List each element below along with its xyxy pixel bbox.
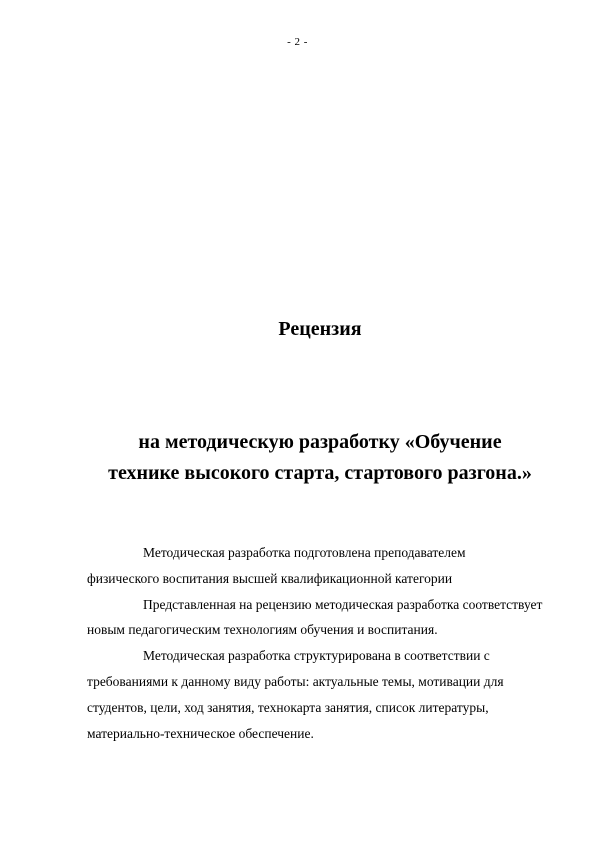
document-subtitle (60, 427, 580, 489)
body-line: Методическая разработка структурирована в соответствии с (143, 648, 490, 664)
body-line: студентов, цели, ход занятия, технокарта занятия, список литературы, (87, 699, 489, 715)
body-line: Представленная на рецензию методическая разработка соответствует (143, 596, 543, 612)
body-line: материально-техническое обеспечение. (87, 725, 314, 741)
subtitle-line-1: на методическую разработку «Обучение (138, 431, 502, 453)
body-line: новым педагогическим технологиям обучения и воспитания. (87, 622, 438, 638)
body-line: Методическая разработка подготовлена преподавателем (143, 545, 466, 560)
body-line: физического воспитания высшей квалификационной категории (87, 570, 453, 586)
body-line: требованиями к данному виду работы: актуальные темы, мотивации для (87, 673, 504, 689)
page-number: - 2 - (287, 36, 308, 48)
review-body (87, 540, 557, 746)
document-title: Рецензия (278, 318, 362, 340)
subtitle-line-2: технике высокого старта, стартового разгона.» (108, 462, 532, 484)
